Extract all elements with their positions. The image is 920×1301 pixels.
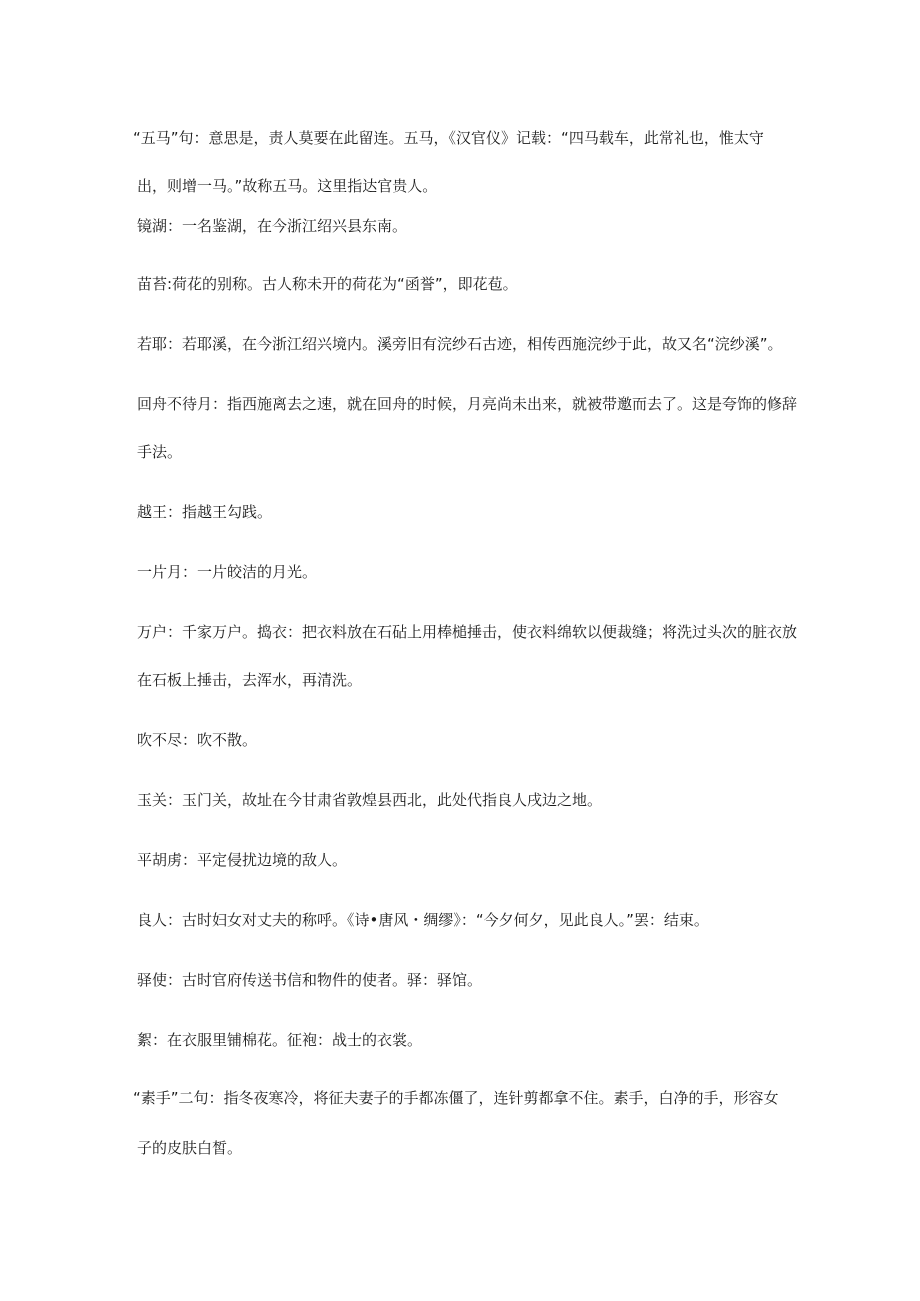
annotation-yuguan: 玉关：玉门关，故址在今甘肃省敦煌县西北，此处代指良人戌边之地。: [137, 791, 603, 809]
annotation-xu: 絮：在衣服里铺棉花。征袍：战士的衣裳。: [137, 1031, 423, 1049]
annotation-yuewang: 越王：指越王勾践。: [137, 503, 273, 521]
annotation-ruoye: 若耶：若耶溪，在今浙江绍兴境内。溪旁旧有浣纱石古迹，相传西施浣纱于此，故又名“浣纱溪”。: [137, 335, 783, 353]
annotation-wuma-line-1: “五马”句：意思是，责人莫要在此留连。五马，《汉官仪》记载：“四马载车，此常礼也，惟太守: [133, 129, 764, 147]
annotation-huizhou-line-1: 回舟不待月：指西施离去之速，就在回舟的时候，月亮尚未出来，就被带邀而去了。这是夸饰的修辞: [137, 395, 798, 413]
annotation-yishi: 驿使：古时官府传送书信和物件的使者。驿：驿馆。: [137, 971, 483, 989]
annotation-yipianyue: 一片月：一片皎洁的月光。: [137, 563, 318, 581]
annotation-wanhu-line-1: 万户：千家万户。捣衣：把衣料放在石砧上用棒槌捶击，使衣料绵软以便裁缝；将洗过头次的脏衣放: [137, 623, 798, 641]
annotation-jinghu: 镜湖：一名鉴湖，在今浙江绍兴县东南。: [137, 217, 408, 235]
annotation-wuma-line-2: 出，则增一马。”故称五马。这里指达官贵人。: [137, 177, 438, 195]
annotation-wanhu-line-2: 在石板上捶击，去浑水，再清洗。: [137, 671, 363, 689]
annotation-huizhou-line-2: 手法。: [137, 443, 183, 461]
annotation-chuibujin: 吹不尽：吹不散。: [137, 731, 258, 749]
annotation-miaotai: 苗苔:荷花的别称。古人称未开的荷花为“函誉”，即花苞。: [137, 275, 518, 293]
annotation-sushou-line-2: 子的皮肤白皙。: [137, 1139, 243, 1157]
annotation-sushou-line-1: “素手”二句：指冬夜寒冷，将征夫妻子的手都冻僵了，连针剪都拿不住。素手，白净的手，形容女: [133, 1089, 779, 1107]
annotation-pinghulu: 平胡虏：平定侵扰边境的敌人。: [137, 851, 348, 869]
annotation-liangren: 良人：古时妇女对丈夫的称呼。《诗•唐风・绸缪》：“今夕何夕，见此良人。”罢：结束。: [137, 911, 709, 929]
